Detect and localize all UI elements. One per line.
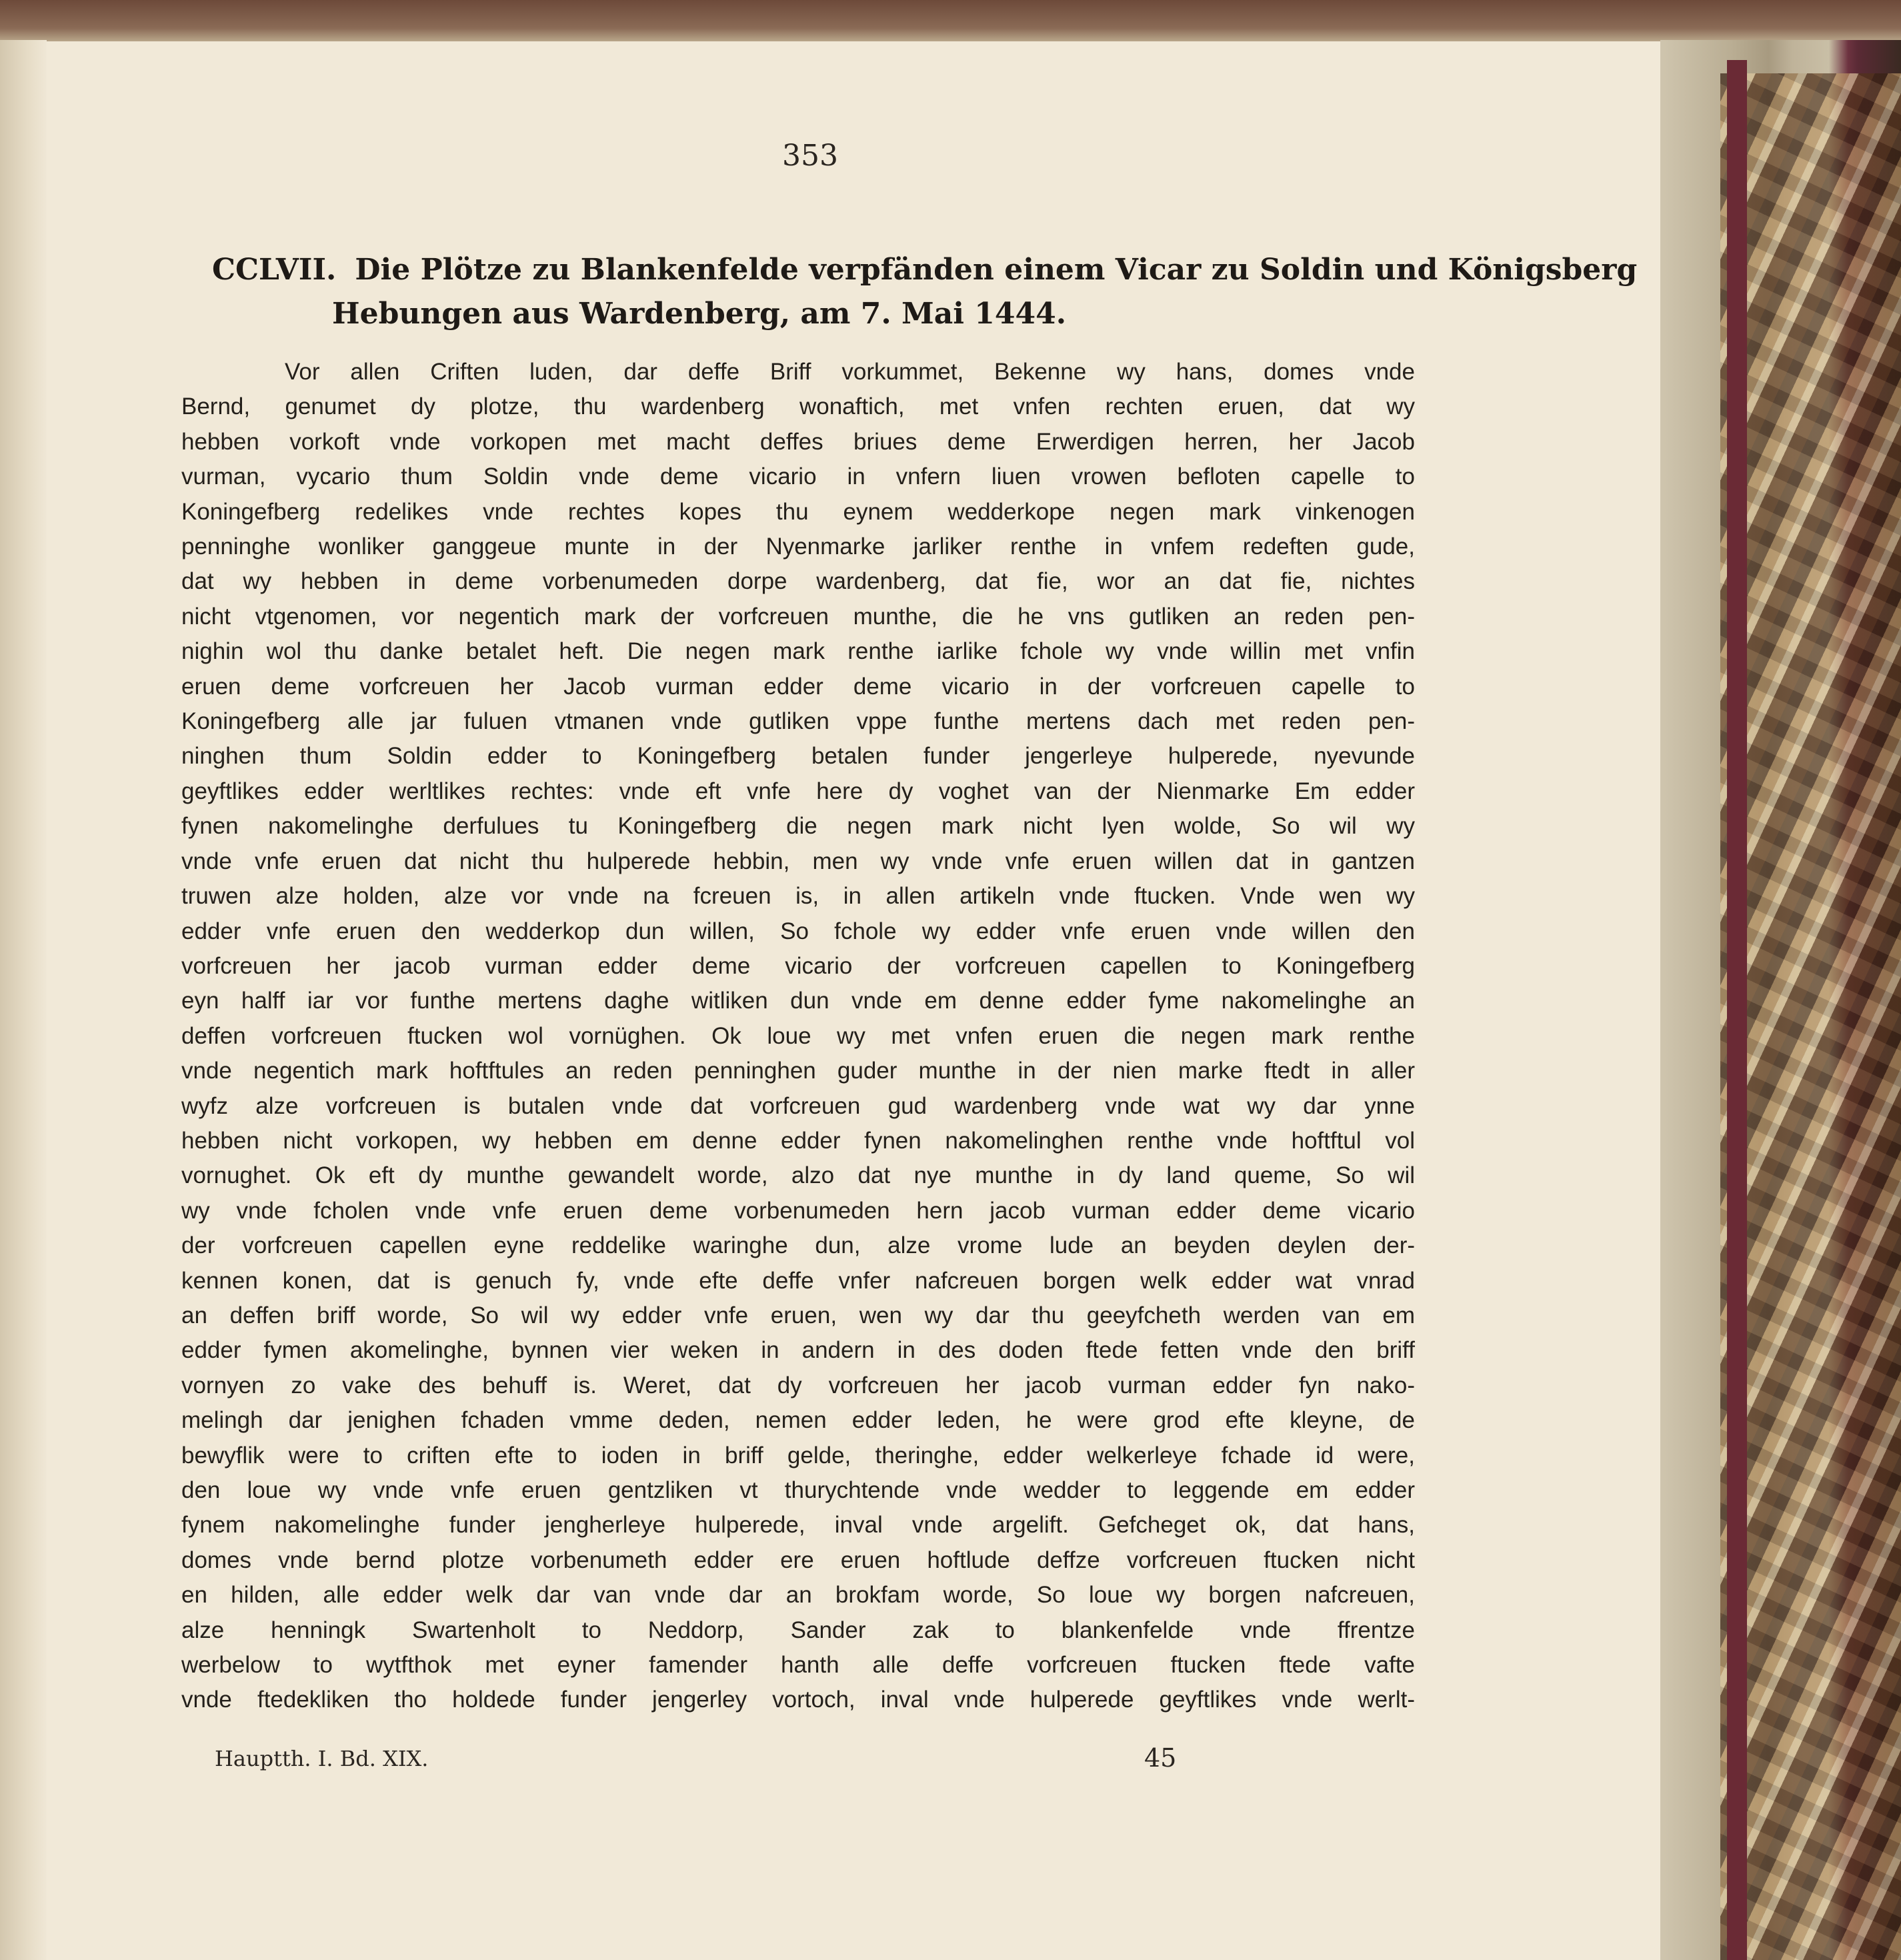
text-line: en hilden, alle edder welk dar van vnde dar an brokfam worde, So loue wy borgen nafcreuen,	[181, 1582, 1415, 1609]
text-line: Bernd, genumet dy plotze, thu wardenberg wonaftich, met vnfen rechten eruen, dat wy	[181, 393, 1415, 420]
text-line: ninghen thum Soldin edder to Koningefberg betalen funder jengerleye hulperede, nyevunde	[181, 743, 1415, 770]
text-line: den loue wy vnde vnfe eruen gentzliken vt thurychtende vnde wedder to leggende em edder	[181, 1477, 1415, 1503]
text-line: Koningefberg alle jar fuluen vtmanen vnde gutliken vppe funthe mertens dach met reden pen-	[181, 708, 1415, 735]
text-line: fynen nakomelinghe derfulues tu Koningefberg die negen mark nicht lyen wolde, So wil wy	[181, 813, 1415, 840]
text-line: vornyen zo vake des behuff is. Weret, dat dy vorfcreuen her jacob vurman edder fyn nako-	[181, 1372, 1415, 1398]
text-line: bewyflik were to criften efte to ioden in briff gelde, theringhe, edder welkerleye fchade id were,	[181, 1442, 1415, 1468]
text-line: truwen alze holden, alze vor vnde na fcreuen is, in allen artikeln vnde ftucken. Vnde wen wy	[181, 883, 1415, 910]
text-line: wyfz alze vorfcreuen is butalen vnde dat vorfcreuen gud wardenberg vnde wat wy dar ynne	[181, 1092, 1415, 1119]
document-body	[181, 355, 1415, 1718]
text-line: vnde vnfe eruen dat nicht thu hulperede hebbin, men wy vnde vnfe eruen willen dat in gantzen	[181, 848, 1415, 874]
text-line: nicht vtgenomen, vor negentich mark der vorfcreuen munthe, die he vns gutliken an reden pen-	[181, 603, 1415, 630]
text-line: vnde ftedekliken tho holdede funder jengerley vortoch, inval vnde hulperede geyftlikes vnde werlt-	[181, 1687, 1415, 1713]
heading-number: CCLVII.	[212, 253, 337, 287]
heading-line-1	[212, 248, 1638, 292]
footer-signature: Hauptth. I. Bd. XIX.	[215, 1746, 429, 1771]
left-page-edge	[0, 40, 47, 1960]
text-line: vurman, vycario thum Soldin vnde deme vicario in vnfern liuen vrowen befloten capelle to	[181, 463, 1415, 490]
text-line: wy vnde fcholen vnde vnfe eruen deme vorbenumeden hern jacob vurman edder deme vicario	[181, 1197, 1415, 1224]
marbled-cover	[1720, 73, 1901, 1960]
text-line: edder vnfe eruen den wedderkop dun willen, So fchole wy edder vnfe eruen vnde willen den	[181, 918, 1415, 944]
text-line: edder fymen akomelinghe, bynnen vier weken in andern in des doden ftede fetten vnde den briff	[181, 1337, 1415, 1364]
text-line: eyn halff iar vor funthe mertens daghe witliken dun vnde em denne edder fyme nakomelinghe an	[181, 988, 1415, 1014]
text-line: hebben vorkoft vnde vorkopen met macht deffes briues deme Erwerdigen herren, her Jacob	[181, 428, 1415, 455]
text-line: hebben nicht vorkopen, wy hebben em denne edder fynen nakomelinghen renthe vnde hoftftul vol	[181, 1127, 1415, 1154]
text-line: vnde negentich mark hoftftules an reden penninghen guder munthe in der nien marke ftedt in aller	[181, 1058, 1415, 1084]
text-line: melingh dar jenighen fchaden vmme deden, nemen edder leden, he were grod efte kleyne, de	[181, 1407, 1415, 1434]
text-line: kennen konen, dat is genuch fy, vnde efte deffe vnfer nafcreuen borgen welk edder wat vnrad	[181, 1267, 1415, 1294]
heading-title-1: Die Plötze zu Blankenfelde verpfänden einem Vicar zu Soldin und Königsberg	[355, 253, 1638, 287]
text-line: nighin wol thu danke betalet heft. Die negen mark renthe iarlike fchole wy vnde willin met vnfin	[181, 638, 1415, 665]
text-line: der vorfcreuen capellen eyne reddelike waringhe dun, alze vrome lude an beyden deylen der-	[181, 1232, 1415, 1259]
text-line: vorfcreuen her jacob vurman edder deme vicario der vorfcreuen capellen to Koningefberg	[181, 952, 1415, 979]
text-line: eruen deme vorfcreuen her Jacob vurman edder deme vicario in der vorfcreuen capelle to	[181, 673, 1415, 700]
text-line: deffen vorfcreuen ftucken wol vornüghen. Ok loue wy met vnfen eruen die negen mark renthe	[181, 1022, 1415, 1049]
text-line: vornughet. Ok eft dy munthe gewandelt worde, alzo dat nye munthe in dy land queme, So wil	[181, 1162, 1415, 1189]
page-number: 353	[782, 139, 838, 173]
text-line: penninghe wonliker ganggeue munte in der Nyenmarke jarliker renthe in vnfem redeften gude,	[181, 534, 1415, 560]
text-line: dat wy hebben in deme vorbenumeden dorpe wardenberg, dat fie, wor an dat fie, nichtes	[181, 568, 1415, 595]
heading-line-2: Hebungen aus Wardenberg, am 7. Mai 1444.	[332, 297, 1067, 331]
text-line: alze henningk Swartenholt to Neddorp, Sander zak to blankenfelde vnde ffrentze	[181, 1617, 1415, 1643]
book-top-edge	[0, 0, 1901, 47]
text-line: Vor allen Criften luden, dar deffe Briff vorkummet, Bekenne wy hans, domes vnde	[285, 359, 1415, 385]
text-line: an deffen briff worde, So wil wy edder vnfe eruen, wen wy dar thu geeyfcheth werden van em	[181, 1302, 1415, 1328]
text-line: werbelow to wytfthok met eyner famender hanth alle deffe vorfcreuen ftucken ftede vafte	[181, 1652, 1415, 1679]
text-line: Koningefberg redelikes vnde rechtes kopes thu eynem wedderkope negen mark vinkenogen	[181, 498, 1415, 525]
text-line: geyftlikes edder werltlikes rechtes: vnde eft vnfe here dy voghet van der Nienmarke Em edder	[181, 778, 1415, 804]
cover-binding-band	[1727, 60, 1747, 1960]
footer-sheet-number: 45	[1144, 1743, 1177, 1773]
text-line: fynem nakomelinghe funder jengherleye hulperede, inval vnde argelift. Gefcheget ok, dat hans,	[181, 1512, 1415, 1539]
document-heading	[212, 248, 1638, 336]
text-line: domes vnde bernd plotze vorbenumeth edder ere eruen hoftlude deffze vorfcreuen ftucken nicht	[181, 1547, 1415, 1573]
